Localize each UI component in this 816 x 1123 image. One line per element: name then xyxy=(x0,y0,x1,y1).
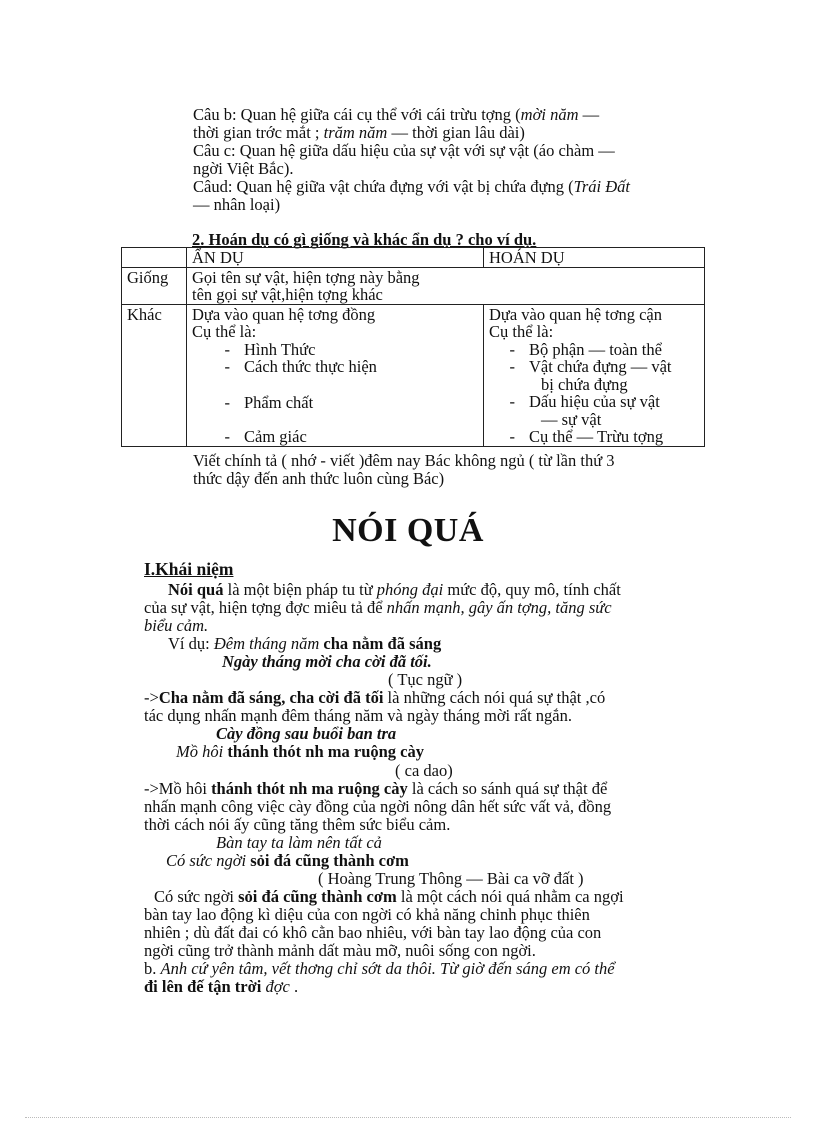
list-item-cont: bị chứa đựng xyxy=(541,374,628,394)
definition-line-1: Nói quá là một biện pháp tu từ phóng đại mức độ, quy mô, tính chất xyxy=(168,580,621,599)
analysis-2-line-3: thời cách nói ấy cũng tăng thêm sức biểu cảm. xyxy=(144,815,451,834)
example-b-line-1: b. Anh cứ yên tâm, vết thơng chỉ sớt da thôi. Từ giờ đến sáng em có thể xyxy=(144,959,615,978)
table-row-giong xyxy=(122,267,705,304)
analysis-3-line-2: bàn tay lao động kì diệu của con ngời có khả năng chinh phục thiên xyxy=(144,905,590,924)
cell-khac-an-du: Dựa vào quan hệ tơng đồng Cụ thể là: - Hình Thức - Cách thức thực hiện - Phẩm chất - Cảm giác xyxy=(187,304,484,446)
example-line-2: Ngày tháng mời cha cời đã tối. xyxy=(222,652,432,671)
line-cau-b: Câu b: Quan hệ giữa cái cụ thể với cái trừu tợng (mời năm — xyxy=(193,105,600,124)
table-header-row xyxy=(122,248,705,268)
example-line-4: Mồ hôi thánh thót nh ma ruộng cày xyxy=(176,742,425,761)
line-cau-c-cont: ngời Việt Bắc). xyxy=(193,159,294,178)
example-b-line-2: đi lên đế tận trời đợc . xyxy=(144,977,299,996)
line-cau-d: Câud: Quan hệ giữa vật chứa đựng với vật bị chứa đựng (Trái Đất xyxy=(193,177,631,196)
list-item: - Cảm giác xyxy=(224,427,307,446)
example-line-1: Ví dụ: Đêm tháng năm cha nằm đã sáng xyxy=(168,634,442,653)
cell-giong-empty xyxy=(484,267,705,304)
cell-giong-text: Gọi tên sự vật, hiện tợng này bằng tên gọi sự vật,hiện tợng khác xyxy=(187,267,484,304)
list-item: - Vật chứa đựng — vật xyxy=(509,357,672,376)
definition-line-3: biểu cảm. xyxy=(144,616,209,635)
line-cau-c: Câu c: Quan hệ giữa dấu hiệu của sự vật với sự vật (áo chàm — xyxy=(193,141,615,160)
analysis-3-line-4: ngời cũng trở thành mảnh dất màu mỡ, nuôi sống con ngời. xyxy=(144,941,536,960)
section-heading-khai-niem: I.Khái niệm xyxy=(144,559,234,579)
example-source-3: ( Hoàng Trung Thông — Bài ca vỡ đất ) xyxy=(318,869,584,888)
list-item: - Cụ thể — Trừu tợng xyxy=(509,427,664,446)
list-item: - Dấu hiệu của sự vật xyxy=(509,392,660,411)
row-label-khac: Khác xyxy=(122,304,187,446)
list-item: - Hình Thức xyxy=(224,339,316,359)
definition-line-2: của sự vật, hiện tợng đợc miêu tả để nhấn mạnh, gây ấn tợng, tăng sức xyxy=(144,598,612,617)
page-title: NÓI QUÁ xyxy=(332,512,484,549)
analysis-3-line-3: nhiên ; dù đất đai có khô cằn bao nhiêu, với bàn tay lao động của con xyxy=(144,923,602,942)
example-source-1: ( Tục ngữ ) xyxy=(388,670,463,689)
table-row-khac xyxy=(122,304,705,446)
example-line-6: Có sức ngời sỏi đá cũng thành cơm xyxy=(166,851,409,870)
list-item: - Phẩm chất xyxy=(224,392,314,412)
table-header-an-du: ẨN DỤ xyxy=(187,248,484,268)
line-viet-chinh-ta-cont: thức dậy đến anh thức luôn cùng Bác) xyxy=(193,469,445,488)
row-label-giong: Giống xyxy=(122,267,187,304)
example-line-3: Cày đồng sau buổi ban tra xyxy=(216,724,397,743)
example-line-5: Bàn tay ta làm nên tất cả xyxy=(216,833,382,852)
analysis-1-line-1: ->Cha nằm đã sáng, cha cời đã tối là những cách nói quá sự thật ,có xyxy=(144,688,606,707)
table-header-hoan-du: HOÁN DỤ xyxy=(484,248,705,268)
list-item: - Bộ phận — toàn thể xyxy=(509,339,662,359)
list-item-cont: — sự vật xyxy=(541,409,602,429)
section-heading-hoan-du: 2. Hoán dụ có gì giống và khác ẩn dụ ? cho ví dụ. xyxy=(192,230,537,249)
list-item: - Cách thức thực hiện xyxy=(224,357,377,376)
example-source-2: ( ca dao) xyxy=(395,761,453,780)
line-cau-d-cont: — nhân loại) xyxy=(193,195,281,214)
table-corner-cell xyxy=(122,248,187,268)
analysis-2-line-1: ->Mồ hôi thánh thót nh ma ruộng cày là cách so sánh quá sự thật để xyxy=(144,779,608,798)
cell-khac-hoan-du: Dựa vào quan hệ tơng cận Cụ thể là: - Bộ phận — toàn thể - Vật chứa đựng — vật bị chứa đựng - Dấu hiệu của sự vật — sự vật - Cụ thể — Trừu tợng xyxy=(484,304,705,446)
analysis-3-line-1: Có sức ngời sỏi đá cũng thành cơm là một cách nói quá nhằm ca ngợi xyxy=(154,887,624,906)
line-cau-b-cont: thời gian trớc mắt ; trăm năm — thời gian lâu dài) xyxy=(193,123,525,142)
analysis-1-line-2: tác dụng nhấn mạnh đêm tháng năm và ngày tháng mời rất ngắn. xyxy=(144,706,572,725)
comparison-table xyxy=(121,247,705,447)
page-bottom-border xyxy=(25,1117,791,1118)
line-viet-chinh-ta: Viết chính tả ( nhớ - viết )đêm nay Bác không ngủ ( từ lần thứ 3 xyxy=(193,451,615,470)
analysis-2-line-2: nhấn mạnh công việc cày đồng của ngời nông dân hết sức vất vả, đồng xyxy=(144,797,612,816)
